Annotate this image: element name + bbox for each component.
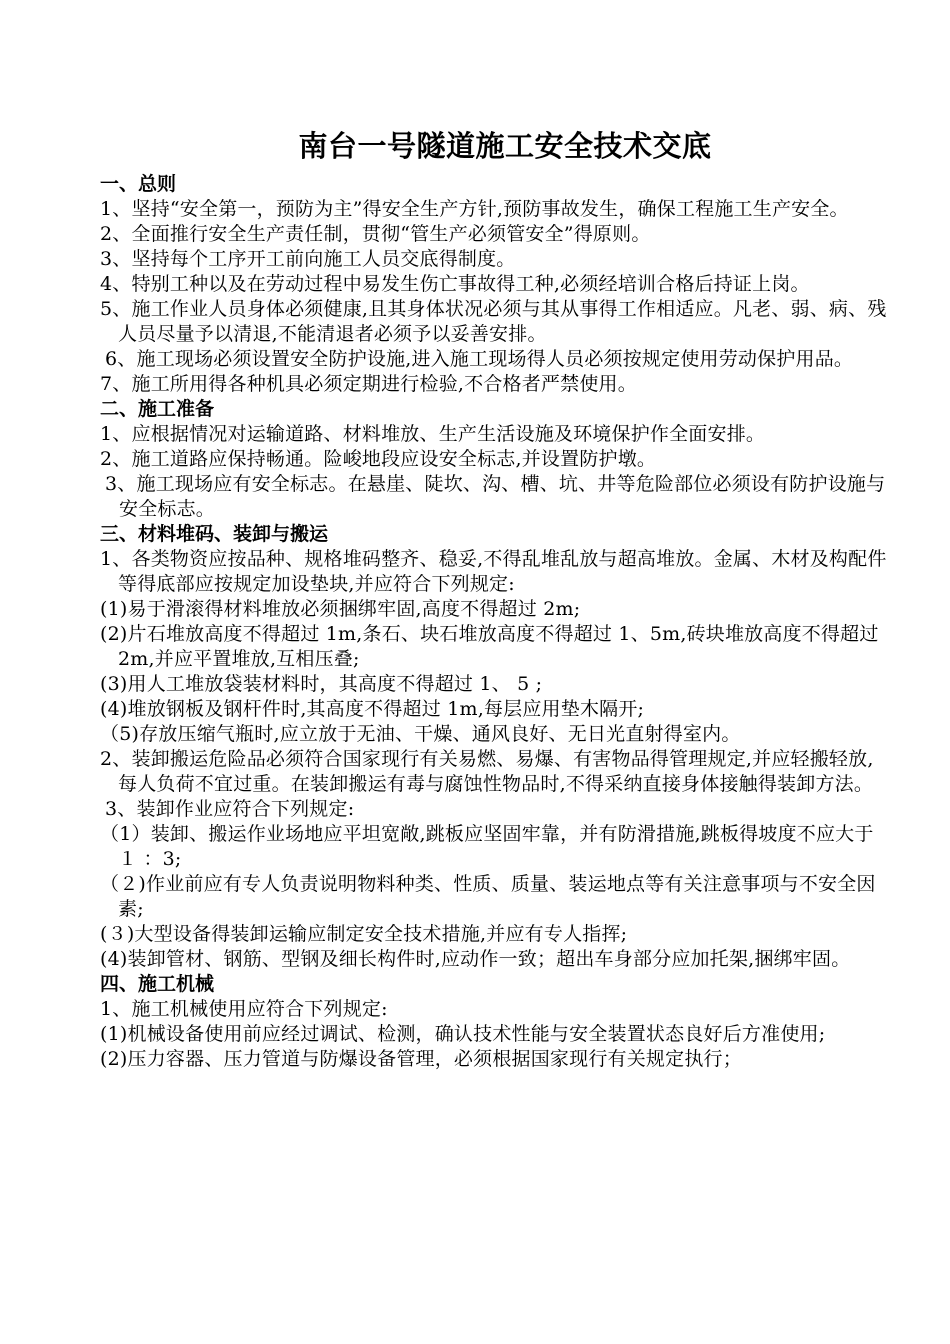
paragraph: 5、施工作业人员身体必须健康,且其身体状况必须与其从事得工作相适应。凡老、弱、病、残人员尽量予以清退,不能清退者必须予以妥善安排。 [100,298,887,345]
paragraph: 3、坚持每个工序开工前向施工人员交底得制度。 [100,248,516,270]
paragraph: 6、施工现场必须设置安全防护设施,进入施工现场得人员必须按规定使用劳动保护用品。 [105,348,854,370]
section-preparation [100,397,890,522]
section-materials [100,522,890,972]
paragraph: 2、全面推行安全生产责任制，贯彻“管生产必须管安全”得原则。 [100,223,651,245]
paragraph: 1、各类物资应按品种、规格堆码整齐、稳妥,不得乱堆乱放与超高堆放。金属、木材及构配件等得底部应按规定加设垫块,并应符合下列规定: [100,548,887,595]
document-page [100,128,890,1072]
section-heading: 一、总则 [100,173,177,195]
paragraph: （1）装卸、搬运作业场地应平坦宽敞,跳板应坚固牢靠，并有防滑措施,跳板得坡度不应大于１ ：3; [100,823,874,870]
paragraph: (2)片石堆放高度不得超过 1m,条石、块石堆放高度不得超过 1、5m,砖块堆放高度不得超过 2m,并应平置堆放,互相压叠; [100,623,879,670]
paragraph: (3)用人工堆放袋装材料时，其高度不得超过 1、 5 ; [100,673,543,695]
paragraph: 2、装卸搬运危险品必须符合国家现行有关易燃、易爆、有害物品得管理规定,并应轻搬轻放,每人负荷不宜过重。在装卸搬运有毒与腐蚀性物品时,不得采纳直接身体接触得装卸方法。 [100,748,874,795]
paragraph: 3、装卸作业应符合下列规定: [105,798,355,820]
paragraph: (1)易于滑滚得材料堆放必须捆绑牢固,高度不得超过 2m; [100,598,581,620]
paragraph: （２)作业前应有专人负责说明物料种类、性质、质量、装运地点等有关注意事项与不安全因素; [100,873,876,920]
paragraph: 1、应根据情况对运输道路、材料堆放、生产生活设施及环境保护作全面安排。 [100,423,766,445]
paragraph: 2、施工道路应保持畅通。险峻地段应设安全标志,并设置防护墩。 [100,448,657,470]
section-machinery [100,972,890,1072]
paragraph: (３)大型设备得装卸运输应制定安全技术措施,并应有专人指挥; [100,923,628,945]
section-heading: 三、材料堆码、装卸与搬运 [100,523,329,545]
paragraph: 1、施工机械使用应符合下列规定: [100,998,388,1020]
paragraph: 1、坚持“安全第一，预防为主”得安全生产方针,预防事故发生，确保工程施工生产安全。 [100,198,849,220]
paragraph: 3、施工现场应有安全标志。在悬崖、陡坎、沟、槽、坑、井等危险部位必须设有防护设施与安全标志。 [105,473,886,520]
document-title: 南台一号隧道施工安全技术交底 [298,129,712,163]
paragraph: 7、施工所用得各种机具必须定期进行检验,不合格者严禁使用。 [100,373,637,395]
paragraph: (2)压力容器、压力管道与防爆设备管理，必须根据国家现行有关规定执行； [100,1048,742,1070]
paragraph: (1)机械设备使用前应经过调试、检测，确认技术性能与安全装置状态良好后方准使用; [100,1023,826,1045]
paragraph: （5)存放压缩气瓶时,应立放于无油、干燥、通风良好、无日光直射得室内。 [100,723,741,745]
section-general [100,172,890,397]
paragraph: 4、特别工种以及在劳动过程中易发生伤亡事故得工种,必须经培训合格后持证上岗。 [100,273,810,295]
paragraph: (4)装卸管材、钢筋、型钢及细长构件时,应动作一致；超出车身部分应加托架,捆绑牢固。 [100,948,851,970]
paragraph: (4)堆放钢板及钢杆件时,其高度不得超过 1m,每层应用垫木隔开; [100,698,645,720]
section-heading: 四、施工机械 [100,973,215,995]
section-heading: 二、施工准备 [100,398,215,420]
